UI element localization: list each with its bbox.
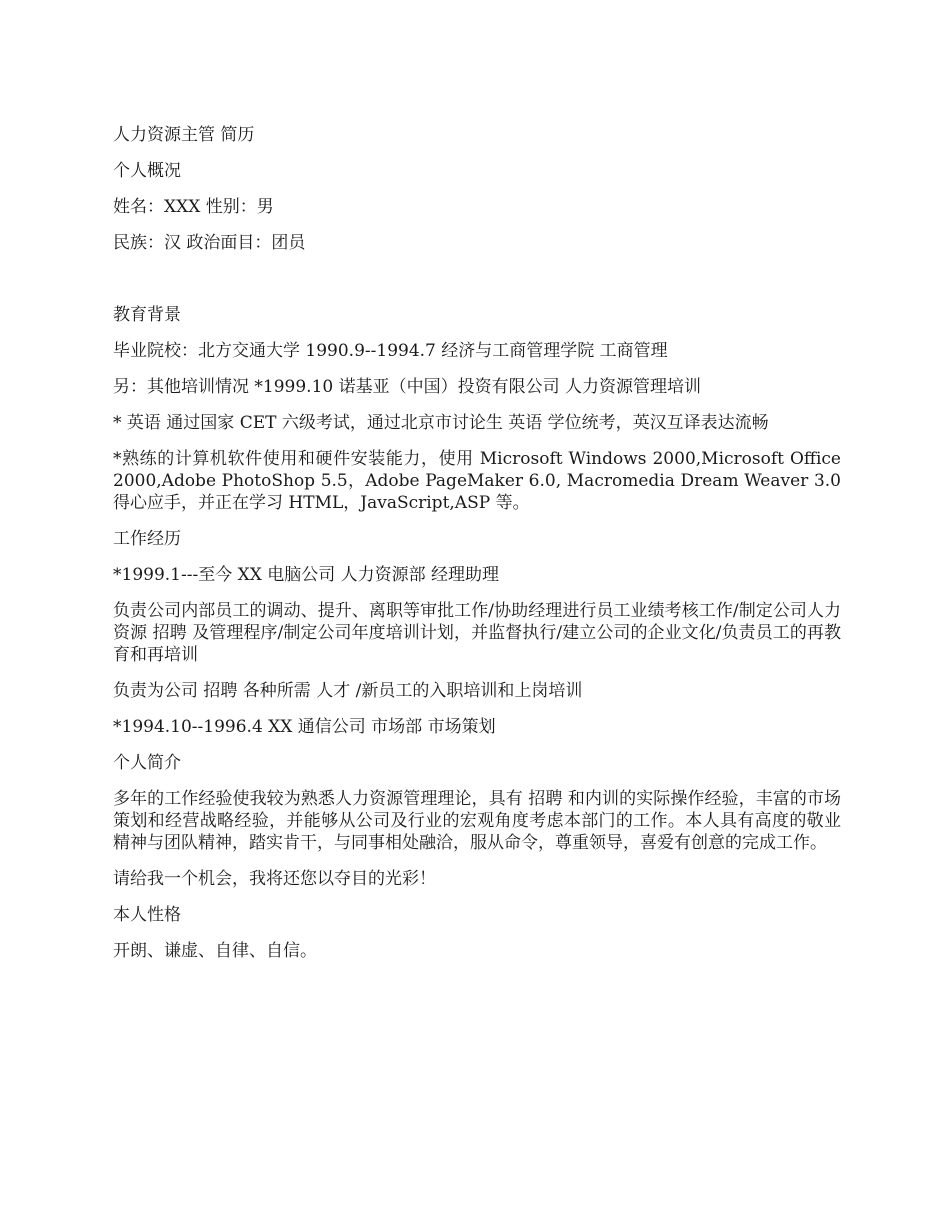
english-skill-line: * 英语 通过国家 CET 六级考试，通过北京市讨论生 英语 学位统考，英汉互译表达流畅 <box>113 413 769 433</box>
training-line: 另：其他培训情况 *1999.10 诺基亚（中国）投资有限公司 人力资源管理培训 <box>113 377 702 397</box>
character-heading: 本人性格 <box>113 905 181 925</box>
job2-title-line: *1994.10--1996.4 XX 通信公司 市场部 市场策划 <box>113 717 496 737</box>
education-heading: 教育背景 <box>113 305 181 325</box>
job1-duties-paragraph: 负责公司内部员工的调动、提升、离职等审批工作/协助经理进行员工业绩考核工作/制定公司人力资源 招聘 及管理程序/制定公司年度培训计划，并监督执行/建立公司的企业文化/负责员工的再教育和再培训 <box>113 601 841 665</box>
intro-heading: 个人简介 <box>113 753 181 773</box>
blank-line <box>113 268 841 290</box>
name-gender-line: 姓名：XXX 性别：男 <box>113 197 274 217</box>
graduation-line: 毕业院校：北方交通大学 1990.9--1994.7 经济与工商管理学院 工商管理 <box>113 341 668 361</box>
computer-skill-paragraph: *熟练的计算机软件使用和硬件安装能力，使用 Microsoft Windows 2000,Microsoft Office 2000,Adobe PhotoShop 5.5，Adobe PageMaker 6.0, Macromedia Dream Weaver 3.0 得心应手，并正在学习 HTML，JavaScript,ASP 等。 <box>113 449 841 513</box>
work-heading: 工作经历 <box>113 529 181 549</box>
profile-heading: 个人概况 <box>113 161 181 181</box>
intro-paragraph: 多年的工作经验使我较为熟悉人力资源管理理论，具有 招聘 和内训的实际操作经验，丰富的市场策划和经营战略经验，并能够从公司及行业的宏观角度考虑本部门的工作。本人具有高度的敬业精神与团队精神，踏实肯干，与同事相处融洽，服从命令，尊重领导，喜爱有创意的完成工作。 <box>113 789 841 853</box>
closing-line: 请给我一个机会，我将还您以夺目的光彩！ <box>113 869 436 889</box>
job1-recruit-line: 负责为公司 招聘 各种所需 人才 /新员工的入职培训和上岗培训 <box>113 681 583 701</box>
ethnicity-politics-line: 民族：汉 政治面目：团员 <box>113 233 306 253</box>
document-title: 人力资源主管 简历 <box>113 125 255 145</box>
character-line: 开朗、谦虚、自律、自信。 <box>113 941 317 961</box>
resume-content <box>113 124 841 976</box>
job1-title-line: *1999.1---至今 XX 电脑公司 人力资源部 经理助理 <box>113 565 500 585</box>
